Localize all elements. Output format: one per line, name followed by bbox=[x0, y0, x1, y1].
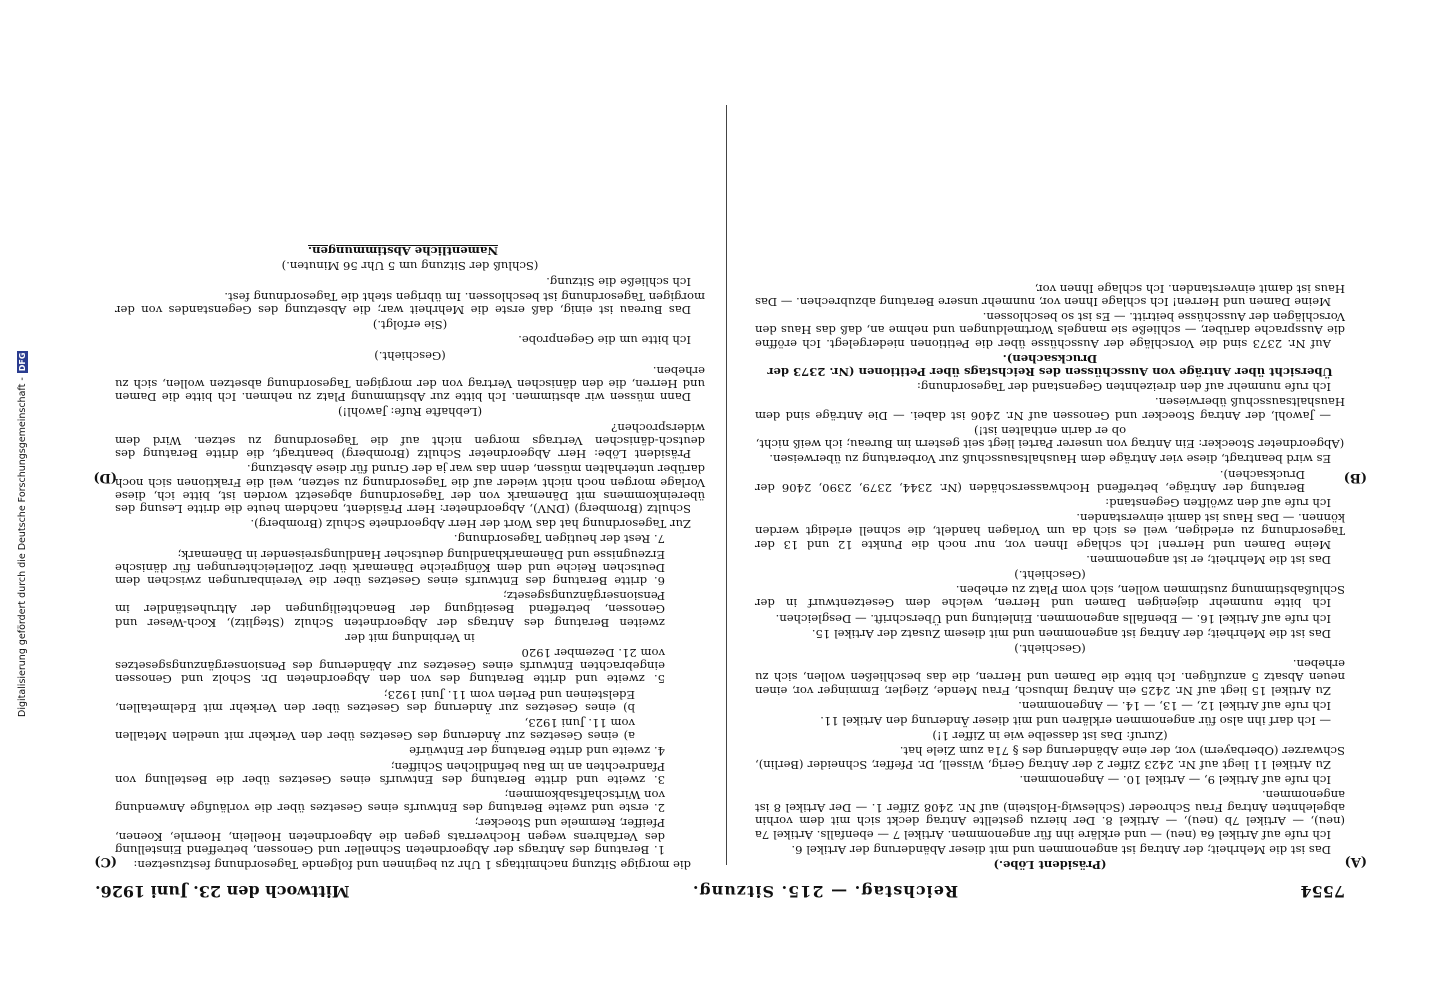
left-column bbox=[755, 280, 1345, 871]
paragraph: Zu Artikel 15 liegt auf Nr. 2425 ein Antrag Imbusch, Frau Mende, Ziegler, Emminger vor, einen neuen Absatz 5 anzufügen. Ich bitte die Damen und Herren, die das beschließen wollen, sich zu erheben. bbox=[755, 657, 1345, 698]
margin-marker-c: (C) bbox=[94, 854, 117, 869]
interjection: (Geschieht.) bbox=[374, 348, 446, 363]
right-column bbox=[115, 242, 705, 871]
margin-marker-a: (A) bbox=[1344, 854, 1367, 869]
paragraph: Ich rufe auf den zwölften Gegenstand: bbox=[1105, 495, 1331, 510]
interjection: (Geschieht.) bbox=[1014, 567, 1086, 582]
agenda-item: 7. Rest der heutigen Tagesordnung. bbox=[453, 532, 665, 547]
digitization-note bbox=[15, 297, 29, 717]
agenda-subitem: a) eines Gesetzes zur Änderung des Gesetzes über den Verkehr mit unedlen Metallen vom 11. Juni 1923, bbox=[115, 715, 635, 744]
interjection: (Abgeordneter Stoecker: Ein Antrag von unserer Partei liegt seit gestern im Bureau; ich weiß nicht, ob er darin enthalten ist!) bbox=[755, 423, 1345, 452]
paragraph: Meine Damen und Herren! Ich schlage Ihnen vor, nur noch die Punkte 12 und 13 der Tagesordnung zu erledigen, weil es sich da um Vorlagen handelt, die schnell erledigt werden können. — Das Haus ist damit einverstanden. bbox=[755, 511, 1345, 552]
paragraph: Das ist die Mehrheit; der Antrag ist angenommen und mit dieser Abänderung der Artikel 6. bbox=[791, 842, 1331, 857]
column-divider bbox=[726, 105, 727, 865]
paragraph: Ich rufe auf Artikel 6a (neu) — und erkläre ihn für angenommen. Artikel 7 — ebenfalls. Artikel 7a (neu), — Artikel 7b (neu), — Artikel 8. Der hierzu gestellte Antrag deckt sich mit dem vorhin abgelehnten Antrag Frau Schroeder (Schleswig-Holstein) auf Nr. 2408 Ziffer 1. — Der Artikel 8 ist angenommen. bbox=[755, 787, 1345, 842]
agenda-item: zweiten Beratung des Antrags der Abgeordneten Schulz (Steglitz), Koch-Weser und Genossen, betreffend Beseitigung der Benachteiligungen der Altruheständler im Pensionsergänzungsgesetz; bbox=[115, 589, 665, 630]
scanned-page bbox=[93, 100, 1367, 905]
paragraph: Ich bitte nunmehr diejenigen Damen und Herren, welche dem Gesetzentwurf in der Schlußabstimmung zustimmen wollen, sich vom Platz zu erheben. bbox=[755, 583, 1345, 611]
paragraph: Das ist die Mehrheit; der Antrag ist angenommen und mit diesem Zusatz der Artikel 15. bbox=[811, 626, 1331, 641]
paragraph: Meine Damen und Herren! Ich schlage Ihnen vor, nunmehr unsere Beratung abzubrechen. — Das Haus ist damit einverstanden. Ich schlage Ihnen vor, bbox=[754, 281, 1345, 310]
agenda-connector: in Verbindung mit der bbox=[345, 630, 475, 645]
paragraph: Ich rufe auf Artikel 12, — 13, — 14. — Angenommen. bbox=[1018, 698, 1331, 713]
paragraph: Das Bureau ist einig, daß erste die Mehrheit war; die Absetzung des Gegenstandes von der morgigen Tagesordnung ist beschlossen. Im übrigen steht die Tagesordnung fest. bbox=[115, 289, 705, 318]
header-session: Reichstag. — 215. Sitzung. bbox=[691, 882, 959, 902]
interjection: (Sie erfolgt.) bbox=[372, 318, 448, 333]
margin-marker-b: (B) bbox=[1343, 470, 1367, 485]
paragraph: Zu Artikel 11 liegt auf Nr. 2423 Ziffer 2 der Antrag Gerig, Wissell, Dr. Pfeffer, Schneider (Berlin), Schwarzer (Oberbayern) vor, der eine Abänderung des § 71a zum Ziele hat. bbox=[755, 744, 1345, 772]
speech: Präsident Löbe: Herr Abgeordneter Schultz (Bromberg) beantragt, die dritte Beratung des deutsch-dänischen Vertrags morgen nicht auf die Tagesordnung zu setzen. Wird dem widersprochen? bbox=[115, 420, 705, 462]
paragraph: Dann müssen wir abstimmen. Ich bitte zur Abstimmung Platz zu nehmen. Ich bitte die Damen und Herren, die den dänischen Vertrag von der morgigen Tagesordnung absetzen wollen, sich zu erheben. bbox=[115, 363, 705, 405]
digitization-text: Digitalisierung gefördert durch die Deutsche Forschungsgemeinschaft - bbox=[16, 377, 28, 717]
paragraph: Ich schließe die Sitzung. bbox=[546, 274, 691, 289]
interjection: (Geschieht.) bbox=[1014, 641, 1086, 656]
paragraph: Das ist die Mehrheit; er ist angenommen. bbox=[1086, 552, 1331, 567]
interjection: (Zuruf: Das ist dasselbe wie in Ziffer 1!) bbox=[932, 729, 1168, 744]
agenda-subitem: b) eines Gesetzes zur Änderung des Gesetzes über den Verkehr mit Edelmetallen, Edelsteinen und Perlen vom 11. Juni 1923; bbox=[115, 687, 635, 715]
paragraph: Ich rufe auf Artikel 9, — Artikel 10. — Angenommen. bbox=[1019, 772, 1331, 787]
agenda-item: 5. zweite und dritte Beratung des von den Abgeordneten Dr. Scholz und Genossen eingebrachten Entwurfs eines Gesetzes zur Abänderung des Pensionsergänzungsgesetzes vom 21. Dezember 1920 bbox=[115, 645, 665, 687]
margin-marker-d: (D) bbox=[93, 470, 117, 485]
agenda-item: 1. Beratung des Antrags der Abgeordneten Schneller und Genossen, betreffend Einstellung des Verfahrens wegen Hochverrats gegen die Abgeordneten Hoellein, Hoernle, Koenen, Pfeiffer, Remmele und Stoecker; bbox=[115, 816, 665, 857]
interjection: (Lebhafte Rufe: Jawohl!) bbox=[337, 405, 483, 420]
paragraph: — Ich darf ihn also für angenommen erklären und mit dieser Änderung den Artikel 11. bbox=[820, 713, 1331, 728]
agenda-item: 2. erste und zweite Beratung des Entwurfs eines Gesetzes über die vorläufige Anwendung von Wirtschaftsabkommen; bbox=[115, 787, 665, 816]
dfg-logo: DFG bbox=[17, 352, 27, 372]
paragraph: die morgige Sitzung nachmittags 1 Uhr zu beginnen und folgende Tagesordnung festzusetzen: bbox=[133, 858, 691, 872]
paragraph: Es wird beantragt, diese vier Anträge dem Haushaltsausschuß zur Vorberatung zu überweisen. bbox=[769, 452, 1331, 467]
page-number: 7554 bbox=[1300, 882, 1345, 902]
paragraph: Auf Nr. 2373 sind die Vorschläge der Ausschüsse über die Petitionen niedergelegt. Ich eröffne die Aussprache darüber, — schließe sie mangels Wortmeldungen und nehme an, daß das Haus den Vorschlägen der Ausschüsse beitritt. — Es ist so beschlossen. bbox=[755, 310, 1345, 351]
paragraph: Ich rufe auf Artikel 16. — Ebenfalls angenommen. Einleitung und Überschrift. — Desgleichen. bbox=[775, 611, 1331, 626]
closing-heading: Namentliche Abstimmungen. bbox=[308, 244, 498, 259]
paragraph: Ich rufe nunmehr auf den dreizehnten Gegenstand der Tagesordnung: bbox=[916, 380, 1331, 395]
speaker-label: (Präsident Löbe.) bbox=[993, 858, 1107, 872]
paragraph: — Jawohl, der Antrag Stoecker und Genossen auf Nr. 2406 ist dabei. — Die Anträge sind dem Haushaltsausschuß überwiesen. bbox=[755, 395, 1345, 423]
paragraph: Zur Tagesordnung hat das Wort der Herr Abgeordnete Schulz (Bromberg). bbox=[250, 517, 691, 532]
page-header bbox=[95, 879, 1345, 905]
agenda-title: Beratung der Anträge, betreffend Hochwasserschäden (Nr. 2344, 2379, 2390, 2406 der Drucksachen). bbox=[755, 467, 1305, 495]
speech: Schultz (Bromberg) (DNV), Abgeordneter: Herr Präsident, nachdem heute die dritte Lesung des übereinkommens mit Dänemark von der Tagesordnung abgesetzt worden ist, bitte ich, diese Vorlage morgen noch nicht wieder auf die Tagesordnung zu setzen, weil die Fraktionen sich noch darüber unterhalten müssen, denn das war ja der Grund für diese Absetzung. bbox=[115, 462, 705, 516]
paragraph: Ich bitte um die Gegenprobe. bbox=[518, 333, 691, 348]
agenda-item: 4. zweite und dritte Beratung der Entwürfe bbox=[409, 744, 665, 759]
agenda-item: 3. zweite und dritte Beratung des Entwurfs eines Gesetzes über die Bestellung von Pfandrechten an im Bau befindlichen Schiffen; bbox=[115, 759, 665, 787]
agenda-title: Übersicht über Anträge von Ausschüssen des Reichstags über Petitionen (Nr. 2373 der Drucksachen). bbox=[767, 351, 1333, 380]
header-date: Mittwoch den 23. Juni 1926. bbox=[95, 882, 350, 902]
agenda-item: 6. dritte Beratung des Entwurfs eines Gesetzes über die Vereinbarungen zwischen dem Deutschen Reiche und dem Königreiche Dänemark über Zollerleichterungen für dänische Erzeugnisse und Dänemarkhandlung deutscher Handlungsreisender in Dänemark; bbox=[115, 547, 665, 588]
session-end-note: (Schluß der Sitzung um 5 Uhr 56 Minuten.) bbox=[281, 259, 539, 274]
